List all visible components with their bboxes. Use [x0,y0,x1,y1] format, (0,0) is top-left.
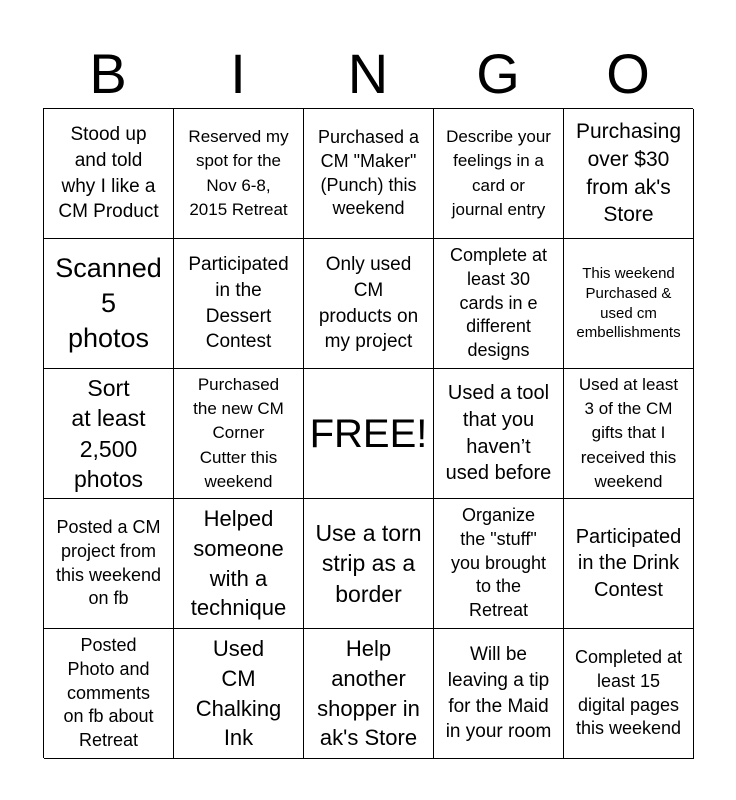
free-space[interactable]: FREE! [304,369,434,499]
bingo-cell[interactable]: Posted a CM project from this weekend on fb [44,499,174,629]
bingo-cell[interactable]: Participated in the Dessert Contest [174,239,304,369]
bingo-cell[interactable]: Used a tool that you haven’t used before [434,369,564,499]
header-letter-i: I [230,42,246,105]
bingo-cell[interactable]: Stood up and told why I like a CM Product [44,109,174,239]
bingo-cell[interactable]: Completed at least 15 digital pages this weekend [564,629,694,759]
header-letter-n: N [347,42,389,105]
bingo-cell[interactable]: Purchased a CM "Maker" (Punch) this weekend [304,109,434,239]
bingo-cell[interactable]: Only used CM products on my project [304,239,434,369]
bingo-cell[interactable]: Posted Photo and comments on fb about Retreat [44,629,174,759]
bingo-card [43,108,693,758]
bingo-cell[interactable]: Complete at least 30 cards in e different designs [434,239,564,369]
bingo-cell[interactable]: Participated in the Drink Contest [564,499,694,629]
bingo-cell[interactable]: Scanned 5 photos [44,239,174,369]
bingo-cell[interactable]: Use a torn strip as a border [304,499,434,629]
bingo-cell[interactable]: Used at least 3 of the CM gifts that I received this weekend [564,369,694,499]
bingo-header [43,40,693,108]
bingo-cell[interactable]: Sort at least 2,500 photos [44,369,174,499]
bingo-cell[interactable]: Organize the "stuff" you brought to the Retreat [434,499,564,629]
header-letter-b: B [89,42,127,105]
bingo-cell[interactable]: Describe your feelings in a card or journal entry [434,109,564,239]
bingo-cell[interactable]: Purchasing over $30 from ak's Store [564,109,694,239]
bingo-cell[interactable]: Purchased the new CM Corner Cutter this weekend [174,369,304,499]
header-letter-g: G [476,42,520,105]
bingo-cell[interactable]: Will be leaving a tip for the Maid in your room [434,629,564,759]
bingo-cell[interactable]: Used CM Chalking Ink [174,629,304,759]
bingo-cell[interactable]: This weekend Purchased & used cm embellishments [564,239,694,369]
bingo-cell[interactable]: Reserved my spot for the Nov 6-8, 2015 Retreat [174,109,304,239]
bingo-cell[interactable]: Helped someone with a technique [174,499,304,629]
header-letter-o: O [606,42,650,105]
bingo-cell[interactable]: Help another shopper in ak's Store [304,629,434,759]
